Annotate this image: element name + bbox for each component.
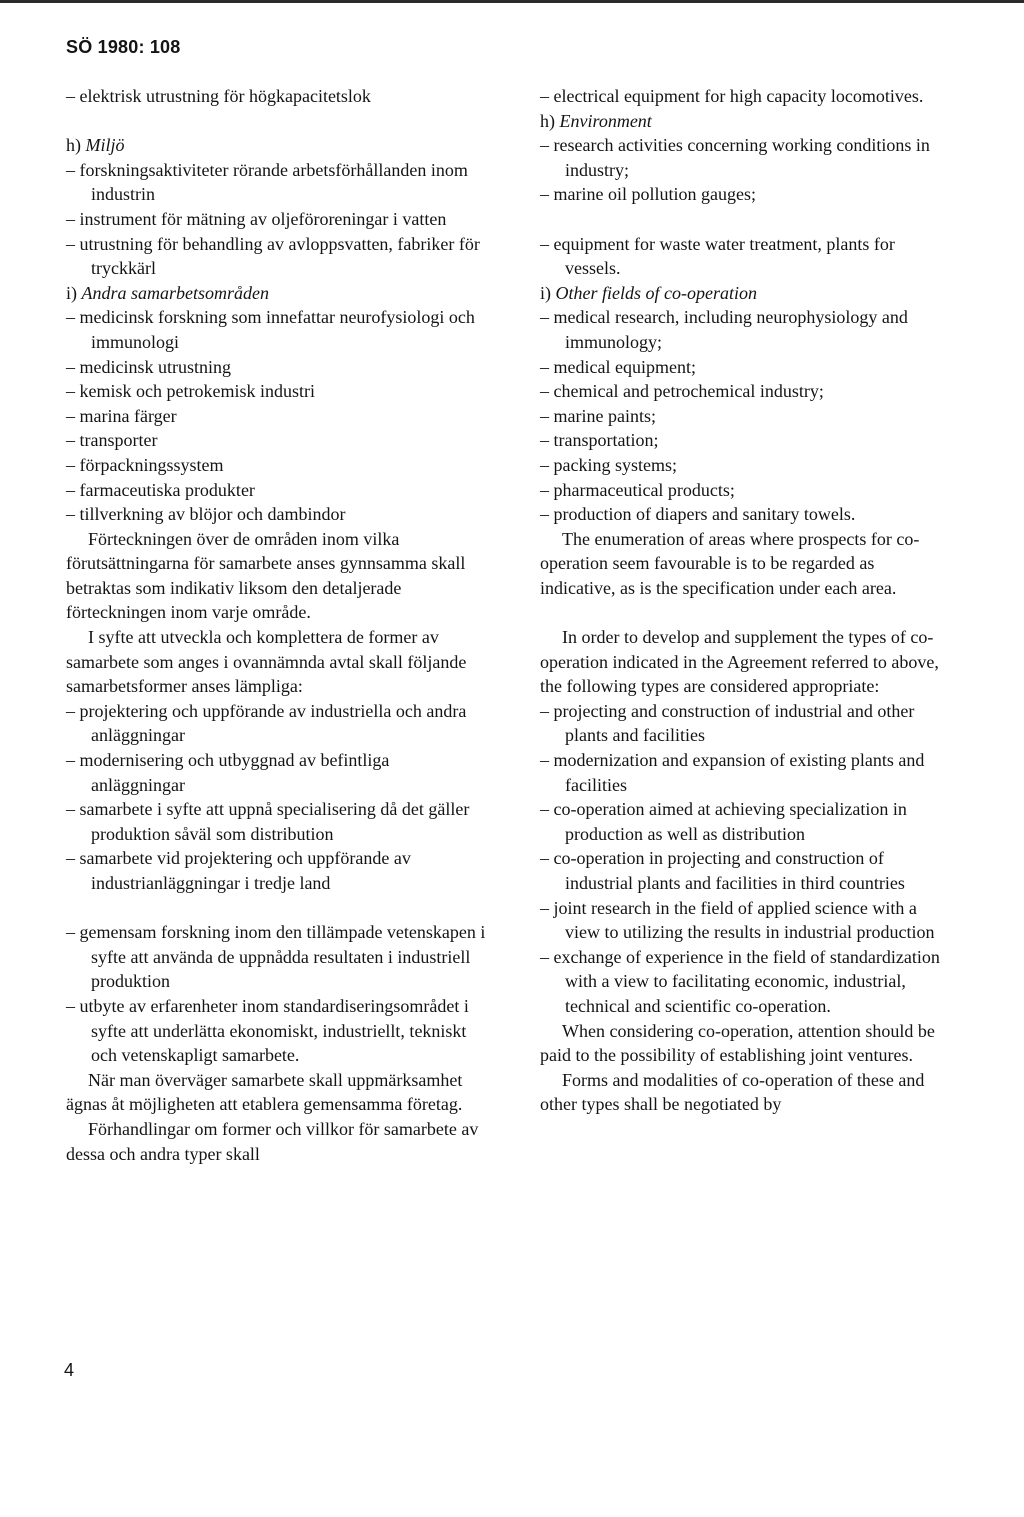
- list-item: – farmaceutiska produkter: [66, 479, 255, 500]
- section-heading-letter: h): [66, 135, 86, 156]
- list-item: – marine paints;: [540, 405, 656, 426]
- list-item: – elektrisk utrustning för högkapacitetslok: [66, 86, 371, 106]
- list-item: – pharmaceutical products;: [540, 479, 735, 500]
- paragraph: When considering co-operation, attention should be paid to the possibility of establishing joint ventures.: [540, 1020, 935, 1066]
- section-heading-letter: i): [66, 282, 82, 303]
- paragraph-gap: [540, 207, 950, 232]
- list-item: – utbyte av erfarenheter inom standardiseringsområdet i syfte att underlätta ekonomiskt, industriellt, tekniskt och vetenskapligt samarbete.: [66, 995, 469, 1066]
- section-heading: [540, 109, 950, 134]
- list-item: – exchange of experience in the field of standardization with a view to facilitating economic, industrial, technical and scientific co-operation.: [540, 946, 940, 1016]
- list-item: – projecting and construction of industrial and other plants and facilities: [540, 700, 915, 746]
- list-item: – marina färger: [66, 405, 177, 426]
- paragraph: Förteckningen över de områden inom vilka förutsättningarna för samarbete anses gynnsamma skall betraktas som indikativ liksom den detaljerade förteckningen inom varje område.: [66, 528, 466, 623]
- section-heading-title: Miljö: [85, 135, 125, 156]
- list-item: – equipment for waste water treatment, plants for vessels.: [540, 233, 895, 279]
- list-item: – forskningsaktiviteter rörande arbetsförhållanden inom industrin: [66, 159, 468, 205]
- english-column: [540, 84, 950, 1117]
- list-item: – medical research, including neurophysiology and immunology;: [540, 307, 908, 352]
- list-item: – medical equipment;: [540, 356, 696, 377]
- section-heading-letter: h): [540, 110, 560, 131]
- paragraph: I syfte att utveckla och komplettera de former av samarbete som anges i ovannämnda avtal skall följande samarbetsformer anses lämpliga:: [66, 627, 467, 697]
- top-rule: [0, 0, 1024, 3]
- section-heading-title: Andra samarbetsområden: [81, 282, 269, 303]
- list-item: – projektering och uppförande av industriella och andra anläggningar: [66, 700, 467, 746]
- list-item: – instrument för mätning av oljeföroreningar i vatten: [66, 208, 447, 229]
- list-item: – marine oil pollution gauges;: [540, 184, 756, 205]
- list-item: – modernisering och utbyggnad av befintliga anläggningar: [66, 750, 390, 795]
- paragraph-gap: [66, 896, 486, 921]
- list-item: – co-operation aimed at achieving specialization in production as well as distribution: [540, 799, 907, 844]
- list-item: – joint research in the field of applied science with a view to utilizing the results in industrial production: [540, 897, 935, 943]
- list-item: – kemisk och petrokemisk industri: [66, 381, 315, 402]
- page-number: 4: [64, 1360, 75, 1380]
- section-heading-title: Other fields of co-operation: [555, 282, 757, 303]
- section-heading: [66, 133, 486, 158]
- list-item: – förpackningssystem: [66, 454, 224, 475]
- list-item: – gemensam forskning inom den tillämpade vetenskapen i syfte att använda de uppnådda resultaten i industriell produktion: [66, 922, 486, 992]
- paragraph: När man överväger samarbete skall uppmärksamhet ägnas åt möjligheten att etablera gemensamma företag.: [66, 1069, 463, 1115]
- list-item: – transporter: [66, 430, 158, 451]
- swedish-column: [66, 84, 486, 1166]
- paragraph: The enumeration of areas where prospects for co-operation seem favourable is to be regarded as indicative, as is the specification under each area.: [540, 528, 920, 598]
- list-item: – medicinsk forskning som innefattar neurofysiologi och immunologi: [66, 307, 475, 352]
- list-item: – chemical and petrochemical industry;: [540, 381, 824, 402]
- list-item: – research activities concerning working conditions in industry;: [540, 135, 930, 180]
- list-item: – modernization and expansion of existing plants and facilities: [540, 750, 925, 795]
- list-item: – samarbete i syfte att uppnå specialisering då det gäller produktion såväl som distribution: [66, 799, 470, 844]
- section-heading: [540, 281, 950, 306]
- list-item: – medicinsk utrustning: [66, 356, 231, 377]
- paragraph-gap: [66, 109, 486, 134]
- paragraph: In order to develop and supplement the types of co-operation indicated in the Agreement referred to above, the following types are considered appropriate:: [540, 627, 939, 697]
- document-reference: SÖ 1980: 108: [66, 37, 181, 57]
- section-heading: [66, 281, 486, 306]
- paragraph-gap: [540, 600, 950, 625]
- section-heading-title: Environment: [559, 110, 652, 131]
- list-item: – packing systems;: [540, 454, 677, 475]
- list-item: – tillverkning av blöjor och dambindor: [66, 504, 346, 525]
- list-item: – co-operation in projecting and construction of industrial plants and facilities in third countries: [540, 848, 905, 893]
- section-heading-letter: i): [540, 282, 556, 303]
- paragraph: Forms and modalities of co-operation of these and other types shall be negotiated by: [540, 1069, 925, 1115]
- paragraph: Förhandlingar om former och villkor för samarbete av dessa och andra typer skall: [66, 1118, 479, 1164]
- list-item: – samarbete vid projektering och uppförande av industrianläggningar i tredje land: [66, 848, 411, 893]
- list-item: – utrustning för behandling av avloppsvatten, fabriker för tryckkärl: [66, 233, 480, 279]
- list-item: – electrical equipment for high capacity locomotives.: [540, 86, 924, 106]
- list-item: – transportation;: [540, 430, 659, 451]
- list-item: – production of diapers and sanitary towels.: [540, 504, 856, 525]
